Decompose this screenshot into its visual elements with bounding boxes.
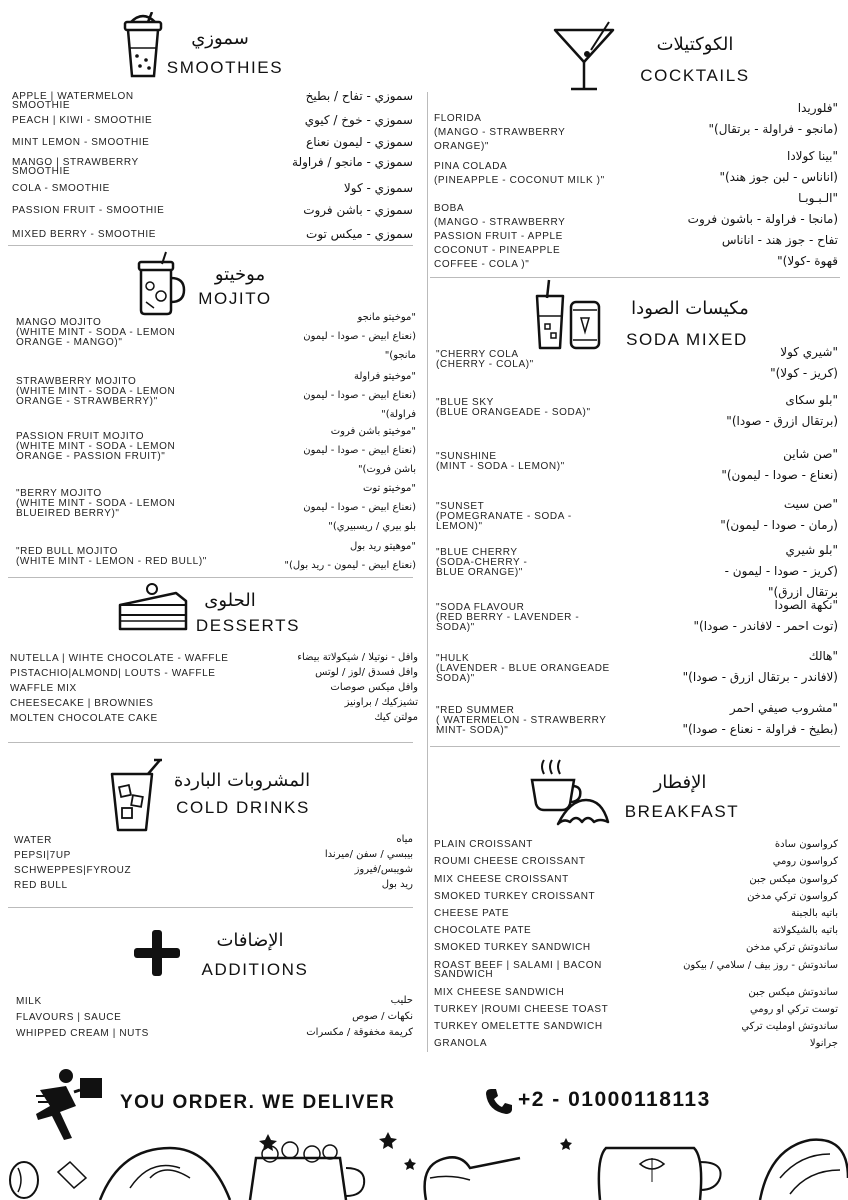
cold-drinks-item-en: WATER bbox=[14, 835, 52, 846]
breakfast-item-en: PLAIN CROISSANT bbox=[434, 839, 534, 850]
phone-number[interactable]: +2 - 01000118113 bbox=[518, 1088, 711, 1111]
breakfast-title-ar: الإفطار bbox=[653, 772, 707, 793]
soda-mixed-item-ar: "صن سيت (رمان - صودا - ليمون)" bbox=[720, 497, 838, 532]
additions-item-en: FLAVOURS | SAUCE bbox=[16, 1012, 122, 1023]
desserts-item-ar: وافل ميكس صوصات bbox=[330, 682, 418, 693]
mojito-item-en: MANGO MOJITO (WHITE MINT - SODA - LEMON ORANGE - MANGO)" bbox=[16, 317, 176, 348]
desserts-item-en: WAFFLE MIX bbox=[10, 683, 77, 694]
delivery-slogan: YOU ORDER. WE DELIVER bbox=[120, 1092, 396, 1113]
soda-mixed-item-en: "SODA FLAVOUR (RED BERRY - LAVENDER - SODA)" bbox=[436, 602, 580, 633]
desserts-title-en: DESSERTS bbox=[195, 616, 301, 635]
cocktails-item-en: PINA COLADA (PINEAPPLE - COCONUT MILK )" bbox=[434, 161, 605, 186]
soda-mixed-item-ar: "مشروب صيفي احمر (بطيخ - فراولة - نعناع - صودا)" bbox=[682, 701, 838, 736]
divider bbox=[8, 577, 413, 578]
smoothies-title-ar: سموزي bbox=[191, 28, 249, 49]
desserts-item-en: NUTELLA | WIHTE CHOCOLATE - WAFFLE bbox=[10, 653, 229, 664]
mojito-title-en: MOJITO bbox=[198, 289, 272, 308]
desserts-item-ar: تشيزكيك / براونيز bbox=[344, 697, 418, 708]
soda-mixed-item-ar: "هالك (لافاندر - برتقال ازرق - صودا)" bbox=[682, 649, 838, 684]
smoothie-cup-icon bbox=[122, 12, 164, 80]
breakfast-item-ar: كرواسون ميكس جبن bbox=[749, 874, 838, 885]
mojito-item-en: STRAWBERRY MOJITO (WHITE MINT - SODA - LEMON ORANGE - STRAWBERRY)" bbox=[16, 376, 176, 407]
breakfast-item-en: CHEESE PATE bbox=[434, 908, 510, 919]
divider bbox=[430, 277, 840, 278]
cocktails-item-en: FLORIDA (MANGO - STRAWBERRY ORANGE)" bbox=[434, 113, 566, 152]
desserts-item-en: CHEESECAKE | BROWNIES bbox=[10, 698, 154, 709]
breakfast-item-en: SMOKED TURKEY SANDWICH bbox=[434, 942, 591, 953]
cold-drinks-title-en: COLD DRINKS bbox=[176, 798, 310, 817]
smoothies-item-en: COLA - SMOOTHIE bbox=[12, 183, 110, 194]
soda-mixed-item-ar: "بلو شيري (كريز - صودا - ليمون - برتقال ازرق)" bbox=[724, 543, 838, 599]
soda-mixed-title-ar: مكيسات الصودا bbox=[631, 298, 749, 319]
smoothies-item-en: PASSION FRUIT - SMOOTHIE bbox=[12, 205, 165, 216]
cold-drinks-item-ar: شويبس/فيروز bbox=[354, 864, 413, 875]
additions-item-ar: كريمة مخفوقة / مكسرات bbox=[306, 1027, 413, 1038]
breakfast-item-ar: باتيه بالجبنة bbox=[791, 908, 838, 919]
breakfast-item-ar: جرانولا bbox=[809, 1038, 838, 1049]
additions-item-en: MILK bbox=[16, 996, 42, 1007]
smoothies-item-ar: سموزي - تفاح / بطيخ bbox=[305, 89, 413, 103]
mojito-item-ar: "موخيتو باشن فروت (نعناع ابيض - صودا - ليمون باشن فروت)" bbox=[303, 426, 416, 475]
soda-mixed-item-ar: "شيري كولا (كريز - كولا)" bbox=[770, 345, 838, 380]
cocktails-item-en: BOBA (MANGO - STRAWBERRY PASSION FRUIT - APPLE COCONUT - PINEAPPLE COFFEE - COLA )" bbox=[434, 203, 566, 270]
breakfast-item-en: GRANOLA bbox=[434, 1038, 488, 1049]
desserts-title-ar: الحلوى bbox=[204, 590, 256, 611]
breakfast-item-en: ROAST BEEF | SALAMI | BACON SANDWICH bbox=[434, 960, 602, 980]
soda-mixed-item-en: "HULK (LAVENDER - BLUE ORANGEADE SODA)" bbox=[436, 653, 610, 684]
additions-item-ar: حليب bbox=[390, 995, 413, 1006]
divider bbox=[8, 742, 413, 743]
additions-item-ar: نكهات / صوص bbox=[352, 1011, 413, 1022]
smoothies-item-ar: سموزي - كولا bbox=[343, 181, 413, 195]
iced-drink-icon bbox=[108, 758, 164, 832]
breakfast-item-ar: ساندوتش - روز بيف / سلامي / بيكون bbox=[683, 960, 838, 971]
coffee-croissant-icon bbox=[530, 756, 610, 828]
mojito-item-en: "BERRY MOJITO (WHITE MINT - SODA - LEMON BLUEIRED BERRY)" bbox=[16, 488, 176, 519]
smoothies-item-en: APPLE | WATERMELON SMOOTHIE bbox=[12, 91, 134, 111]
cocktails-item-ar: "فلوريدا (مانجو - فراولة - برتقال)" bbox=[708, 101, 838, 136]
cake-slice-icon bbox=[116, 583, 190, 633]
smoothies-item-en: MINT LEMON - SMOOTHIE bbox=[12, 137, 150, 148]
smoothies-item-ar: سموزي - ميكس توت bbox=[306, 227, 413, 241]
cold-drinks-item-en: PEPSI|7UP bbox=[14, 850, 71, 861]
breakfast-item-en: TURKEY |ROUMI CHEESE TOAST bbox=[434, 1004, 609, 1015]
soda-mixed-item-en: "CHERRY COLA (CHERRY - COLA)" bbox=[436, 349, 534, 370]
breakfast-item-ar: كرواسون رومي bbox=[772, 856, 838, 867]
desserts-item-en: MOLTEN CHOCOLATE CAKE bbox=[10, 713, 158, 724]
desserts-item-en: PISTACHIO|ALMOND| LOUTS - WAFFLE bbox=[10, 668, 216, 679]
breakfast-item-en: ROUMI CHEESE CROISSANT bbox=[434, 856, 586, 867]
cold-drinks-item-en: RED BULL bbox=[14, 880, 68, 891]
breakfast-item-en: CHOCOLATE PATE bbox=[434, 925, 532, 936]
cocktails-item-ar: "بينا كولادا (اناناس - لبن جوز هند)" bbox=[719, 149, 838, 184]
breakfast-item-en: MIX CHEESE CROISSANT bbox=[434, 874, 569, 885]
breakfast-item-ar: ساندوتش ميكس جبن bbox=[748, 987, 838, 998]
additions-title-ar: الإضافات bbox=[216, 930, 284, 951]
cocktails-title-en: COCKTAILS bbox=[640, 66, 750, 85]
breakfast-item-ar: باتيه بالشيكولاتة bbox=[772, 925, 838, 936]
divider bbox=[430, 746, 840, 747]
soda-mixed-item-en: "BLUE SKY (BLUE ORANGEADE - SODA)" bbox=[436, 397, 591, 418]
breakfast-item-ar: ساندوتش تركي مدخن bbox=[746, 942, 838, 953]
plus-icon bbox=[132, 928, 182, 978]
desserts-item-ar: وافل فسدق /لوز / لوتس bbox=[315, 667, 418, 678]
soda-mixed-item-ar: "بلو سكاى (برتقال ازرق - صودا)" bbox=[726, 393, 838, 428]
cold-drinks-item-en: SCHWEPPES|FYROUZ bbox=[14, 865, 132, 876]
decorative-food-sketches bbox=[0, 1118, 848, 1200]
smoothies-item-ar: سموزي - ليمون نعناع bbox=[306, 135, 413, 149]
soda-mixed-item-ar: "نكهة الصودا (توت احمر - لافاندر - صودا)" bbox=[693, 598, 838, 633]
soda-mixed-title-en: SODA MIXED bbox=[626, 330, 748, 349]
desserts-item-ar: وافل - نوتيلا / شيكولاتة بيضاء bbox=[297, 652, 418, 663]
additions-title-en: ADDITIONS bbox=[201, 960, 309, 979]
divider bbox=[8, 907, 413, 908]
soda-mixed-item-en: "RED SUMMER ( WATERMELON - STRAWBERRY MINT- SODA)" bbox=[436, 705, 607, 736]
smoothies-item-ar: سموزي - مانجو / فراولة bbox=[292, 155, 413, 169]
soda-mixed-item-en: "SUNSET (POMEGRANATE - SODA - LEMON)" bbox=[436, 501, 572, 532]
smoothies-item-ar: سموزي - خوخ / كيوي bbox=[304, 113, 413, 127]
breakfast-item-en: TURKEY OMELETTE SANDWICH bbox=[434, 1021, 603, 1032]
soda-mixed-item-en: "BLUE CHERRY (SODA-CHERRY - BLUE ORANGE)" bbox=[436, 547, 528, 578]
cocktail-glass-icon bbox=[551, 20, 617, 92]
breakfast-item-en: SMOKED TURKEY CROISSANT bbox=[434, 891, 596, 902]
breakfast-item-en: MIX CHEESE SANDWICH bbox=[434, 987, 565, 998]
mojito-item-en: "RED BULL MOJITO (WHITE MINT - LEMON - RED BULL)" bbox=[16, 546, 207, 567]
cold-drinks-item-ar: مياه bbox=[396, 834, 413, 845]
breakfast-item-ar: كرواسون سادة bbox=[774, 839, 838, 850]
cocktails-title-ar: الكوكتيلات bbox=[656, 34, 734, 55]
additions-item-en: WHIPPED CREAM | NUTS bbox=[16, 1028, 149, 1039]
smoothies-item-en: PEACH | KIWI - SMOOTHIE bbox=[12, 115, 153, 126]
breakfast-title-en: BREAKFAST bbox=[624, 802, 740, 821]
cold-drinks-item-ar: بيبسي / سفن /ميرندا bbox=[324, 849, 413, 860]
mojito-item-en: PASSION FRUIT MOJITO (WHITE MINT - SODA - LEMON ORANGE - PASSION FRUIT)" bbox=[16, 431, 176, 462]
smoothies-item-en: MANGO | STRAWBERRY SMOOTHIE bbox=[12, 157, 139, 177]
mojito-item-ar: "موخيتو مانجو (نعناع ابيض - صودا - ليمون مانجو)" bbox=[303, 312, 416, 361]
mojito-item-ar: "موخيتو توت (نعناع ابيض - صودا - ليمون بلو بيري / ريسبيري)" bbox=[303, 483, 416, 532]
breakfast-item-ar: كرواسون تركي مدخن bbox=[747, 891, 838, 902]
phone-icon bbox=[485, 1087, 513, 1115]
divider bbox=[8, 245, 413, 246]
breakfast-item-ar: توست تركي او رومي bbox=[749, 1004, 838, 1015]
cold-drinks-item-ar: ريد بول bbox=[381, 879, 413, 890]
mojito-item-ar: "موخيتو فراولة (نعناع ابيض - صودا - ليمون فراولة)" bbox=[303, 371, 416, 420]
soda-can-icon bbox=[533, 278, 605, 352]
soda-mixed-item-en: "SUNSHINE (MINT - SODA - LEMON)" bbox=[436, 451, 565, 472]
desserts-item-ar: مولتن كيك bbox=[374, 712, 418, 723]
mojito-title-ar: موخيتو bbox=[214, 264, 266, 285]
smoothies-title-en: SMOOTHIES bbox=[166, 58, 284, 77]
cocktails-item-ar: "الـبـوبـا (مانجا - فراولة - باشون فروت تفاح - جوز هند - اناناس قهوة -كولا)" bbox=[687, 191, 838, 268]
breakfast-item-ar: ساندوتش اومليت تركي bbox=[741, 1021, 838, 1032]
mojito-item-ar: "موهيتو ريد بول (نعناع ابيض - ليمون - ريد بول)" bbox=[284, 541, 416, 571]
soda-mixed-item-ar: "صن شاين (نعناع - صودا - ليمون)" bbox=[721, 447, 838, 482]
column-divider bbox=[427, 92, 428, 1052]
smoothies-item-en: MIXED BERRY - SMOOTHIE bbox=[12, 229, 156, 240]
smoothies-item-ar: سموزي - باشن فروت bbox=[303, 203, 413, 217]
cold-drinks-title-ar: المشروبات الباردة bbox=[173, 770, 311, 791]
